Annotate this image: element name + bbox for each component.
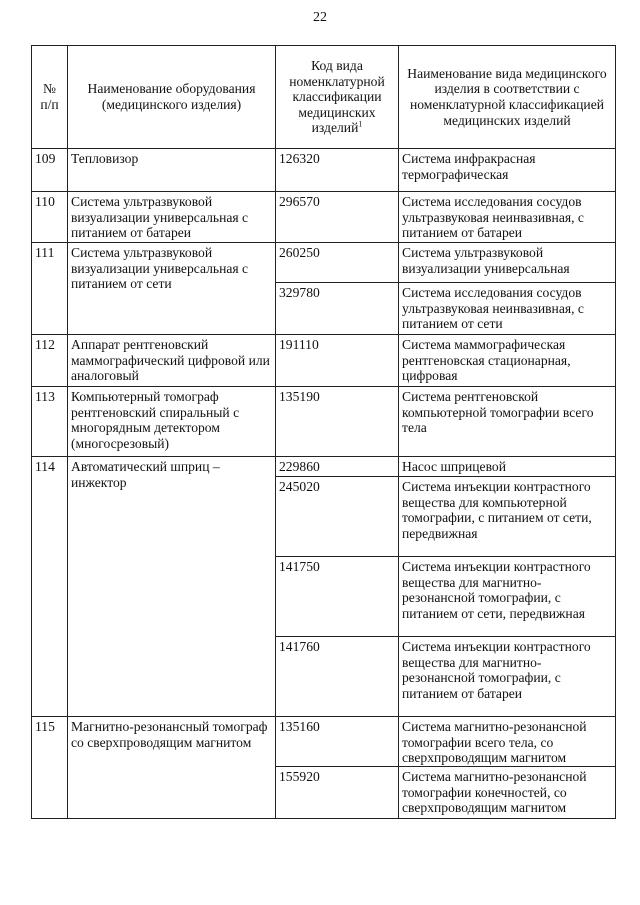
- row-number: 109: [32, 149, 68, 192]
- row-number: 111: [32, 243, 68, 335]
- classification-name: Система исследования сосудов ультразвуковая неинвазивная, с питанием от батареи: [399, 192, 616, 243]
- table-row: [32, 243, 616, 283]
- equipment-name: Тепловизор: [68, 149, 276, 192]
- equipment-name: Система ультразвуковой визуализации универсальная с питанием от сети: [68, 243, 276, 335]
- equipment-name: Автоматический шприц – инжектор: [68, 457, 276, 717]
- header-code-text: Код вида номенклатурной классификации медицинских изделий: [289, 58, 385, 136]
- footnote-marker: 1: [358, 119, 363, 129]
- table-body: [32, 149, 616, 819]
- equipment-name: Система ультразвуковой визуализации универсальная с питанием от батареи: [68, 192, 276, 243]
- nomenclature-code: 329780: [276, 283, 399, 335]
- header-number-abbr: п/п: [40, 97, 59, 112]
- classification-name: Система магнитно-резонансной томографии всего тела, со сверхпроводящим магнитом: [399, 717, 616, 767]
- nomenclature-code: 135190: [276, 387, 399, 457]
- classification-name: Насос шприцевой: [399, 457, 616, 477]
- row-number: 112: [32, 335, 68, 387]
- nomenclature-code: 229860: [276, 457, 399, 477]
- nomenclature-code: 141750: [276, 557, 399, 637]
- classification-name: Система рентгеновской компьютерной томографии всего тела: [399, 387, 616, 457]
- header-number: [32, 46, 68, 149]
- nomenclature-code: 141760: [276, 637, 399, 717]
- row-number: 110: [32, 192, 68, 243]
- table-row: [32, 387, 616, 457]
- nomenclature-code: 126320: [276, 149, 399, 192]
- nomenclature-code: 296570: [276, 192, 399, 243]
- equipment-name: Компьютерный томограф рентгеновский спиральный с многорядным детектором (многосрезовый): [68, 387, 276, 457]
- table-row: [32, 335, 616, 387]
- table-row: [32, 149, 616, 192]
- equipment-table: [31, 45, 616, 819]
- table-row: [32, 192, 616, 243]
- row-number: 115: [32, 717, 68, 819]
- equipment-name: Аппарат рентгеновский маммографический цифровой или аналоговый: [68, 335, 276, 387]
- nomenclature-code: 260250: [276, 243, 399, 283]
- classification-name: Система ультразвуковой визуализации универсальная: [399, 243, 616, 283]
- table-row: [32, 717, 616, 767]
- header-classification-name: Наименование вида медицинского изделия в соответствии с номенклатурной классификацией медицинских изделий: [399, 46, 616, 149]
- nomenclature-code: 191110: [276, 335, 399, 387]
- classification-name: Система инъекции контрастного вещества для магнитно-резонансной томографии, с питанием от батареи: [399, 637, 616, 717]
- header-number-symbol: №: [43, 81, 56, 97]
- row-number: 114: [32, 457, 68, 717]
- nomenclature-code: 245020: [276, 477, 399, 557]
- nomenclature-code: 155920: [276, 767, 399, 819]
- classification-name: Система исследования сосудов ультразвуковая неинвазивная, с питанием от сети: [399, 283, 616, 335]
- row-number: 113: [32, 387, 68, 457]
- classification-name: Система инъекции контрастного вещества для магнитно-резонансной томографии, с питанием от сети, передвижная: [399, 557, 616, 637]
- header-nomenclature-code: [276, 46, 399, 149]
- classification-name: Система магнитно-резонансной томографии конечностей, со сверхпроводящим магнитом: [399, 767, 616, 819]
- classification-name: Система инфракрасная термографическая: [399, 149, 616, 192]
- table-row: [32, 457, 616, 477]
- equipment-name: Магнитно-резонансный томограф со сверхпроводящим магнитом: [68, 717, 276, 819]
- classification-name: Система инъекции контрастного вещества для компьютерной томографии, с питанием от сети, передвижная: [399, 477, 616, 557]
- nomenclature-code: 135160: [276, 717, 399, 767]
- table-header: [32, 46, 616, 149]
- header-equipment-name: Наименование оборудования (медицинского изделия): [68, 46, 276, 149]
- classification-name: Система маммографическая рентгеновская стационарная, цифровая: [399, 335, 616, 387]
- page-number: 22: [313, 10, 327, 25]
